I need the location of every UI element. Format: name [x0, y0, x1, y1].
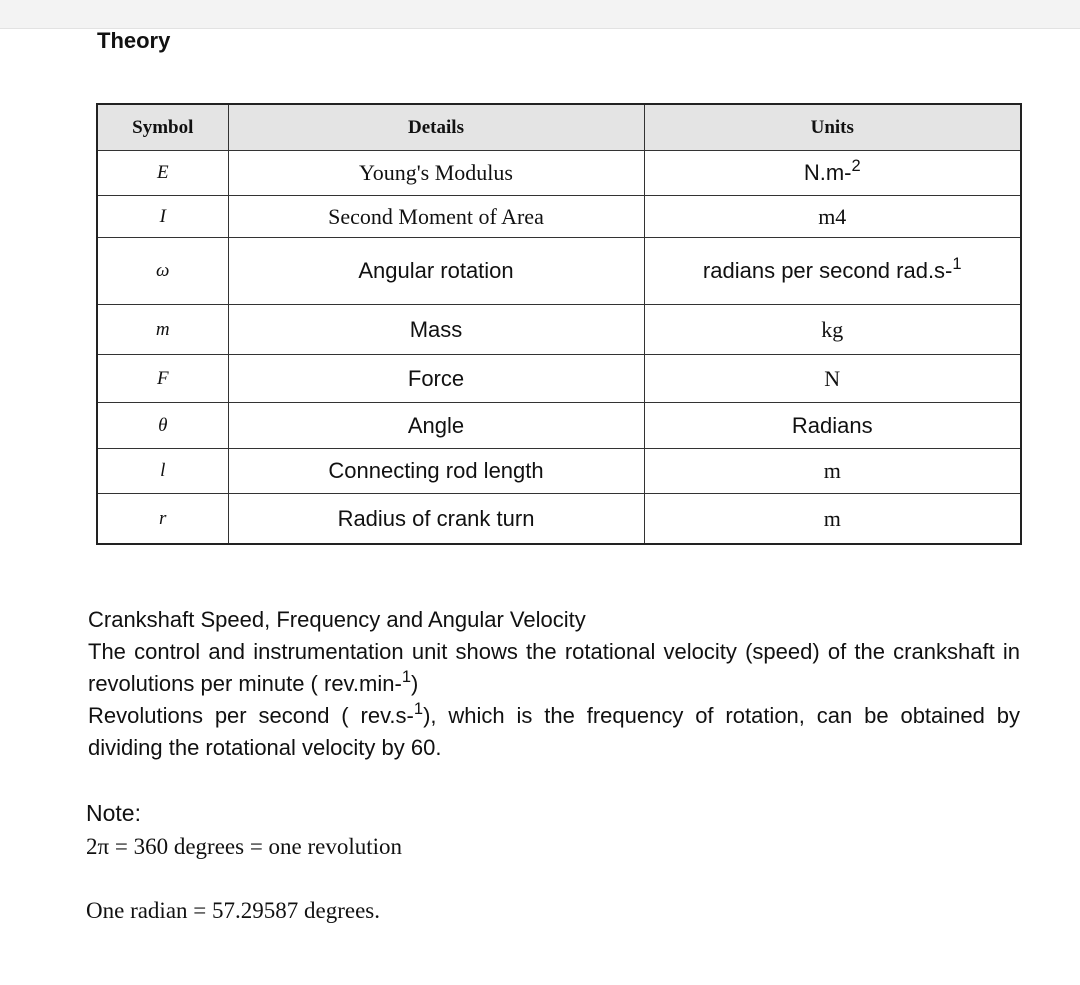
table-row — [97, 305, 1021, 355]
unit-cell — [644, 355, 1021, 403]
top-bar — [0, 0, 1080, 29]
unit-text: m — [823, 505, 841, 531]
table-row — [97, 403, 1021, 449]
theory-table — [96, 103, 1022, 545]
note-revolution: 2π = 360 degrees = one revolution — [86, 834, 403, 859]
header-symbol: Symbol — [97, 104, 228, 151]
note-radian: One radian = 57.29587 degrees. — [86, 898, 380, 923]
symbol-cell: ω — [97, 238, 228, 305]
unit-superscript: 1 — [952, 254, 962, 273]
details-cell: Second Moment of Area — [228, 196, 644, 238]
unit-cell — [644, 305, 1021, 355]
details-cell: Young's Modulus — [228, 151, 644, 196]
symbol-cell: E — [97, 151, 228, 196]
symbol-cell: m — [97, 305, 228, 355]
unit-text: m4 — [818, 203, 847, 229]
unit-text: radians per second rad.s- — [702, 258, 953, 283]
details-cell: Angular rotation — [228, 238, 644, 305]
table-row — [97, 196, 1021, 238]
symbol-cell: l — [97, 449, 228, 494]
symbol-cell: I — [97, 196, 228, 238]
symbol-cell: θ — [97, 403, 228, 449]
unit-cell — [644, 494, 1021, 545]
details-cell: Radius of crank turn — [228, 494, 644, 545]
table-row — [97, 494, 1021, 545]
paragraph-1-text: The control and instrumentation unit shows the rotational velocity (speed) of the crankshaft in revolutions per minute ( rev.min- — [88, 639, 1020, 696]
paragraph-2-end: ), which is the frequency of rotation, can be obtained by dividing the rotational velocity by 60. — [88, 703, 1020, 760]
unit-text: m — [823, 458, 841, 483]
paragraph-1-end: ) — [411, 671, 419, 696]
note-label: Note: — [86, 800, 141, 826]
symbol-cell: r — [97, 494, 228, 545]
page-title: Theory — [97, 28, 171, 53]
table-row — [97, 151, 1021, 196]
header-details: Details — [228, 104, 644, 151]
paragraph-1-superscript: 1 — [401, 667, 411, 686]
header-units: Units — [644, 104, 1021, 151]
details-cell: Force — [228, 355, 644, 403]
unit-cell — [644, 403, 1021, 449]
unit-cell — [644, 238, 1021, 305]
unit-superscript: 2 — [851, 156, 861, 175]
paragraph-2-superscript: 1 — [413, 699, 424, 718]
unit-cell — [644, 151, 1021, 196]
unit-cell — [644, 449, 1021, 494]
table-header-row — [97, 104, 1021, 151]
symbol-cell: F — [97, 355, 228, 403]
table-row — [97, 449, 1021, 494]
unit-cell — [644, 196, 1021, 238]
table-row — [97, 238, 1021, 305]
details-cell: Connecting rod length — [228, 449, 644, 494]
paragraph-2-text: Revolutions per second ( rev.s- — [88, 703, 414, 728]
section-body — [88, 636, 1020, 764]
section-title: Crankshaft Speed, Frequency and Angular Velocity — [88, 607, 586, 632]
details-cell: Mass — [228, 305, 644, 355]
unit-text: N.m- — [803, 160, 852, 185]
details-cell: Angle — [228, 403, 644, 449]
unit-text: kg — [821, 316, 844, 342]
unit-text: N — [824, 365, 841, 391]
unit-text: Radians — [791, 412, 873, 438]
table-row — [97, 355, 1021, 403]
